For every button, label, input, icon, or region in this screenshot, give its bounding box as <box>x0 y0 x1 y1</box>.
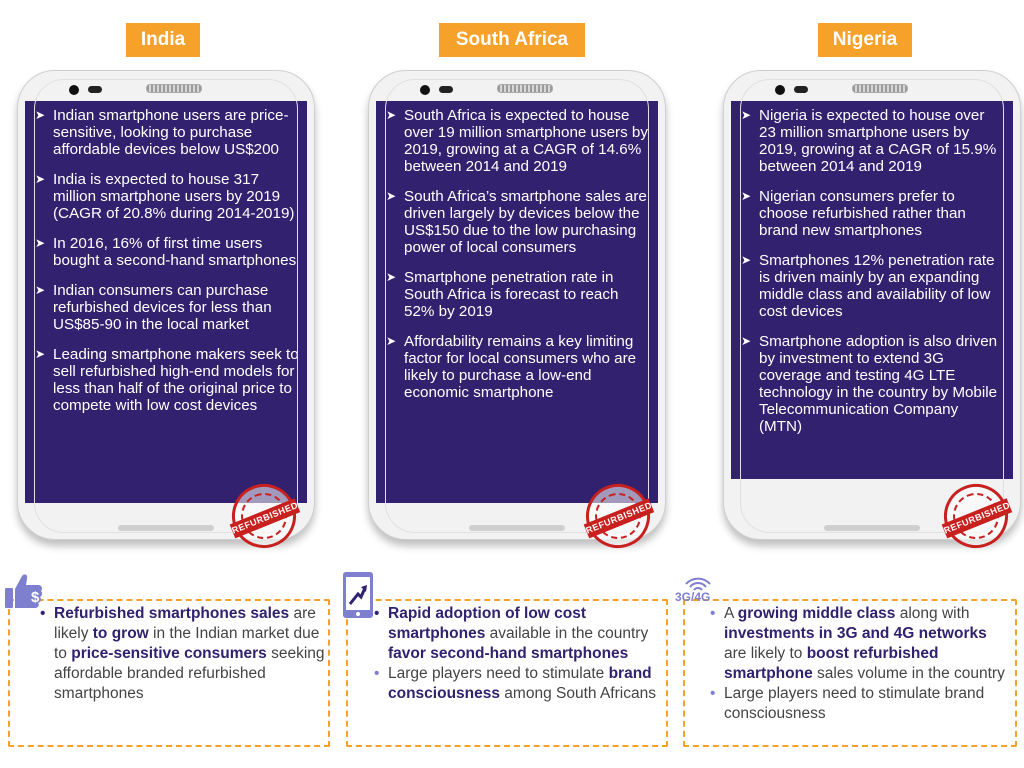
point: ➤ Nigerian consumers prefer to choose refurbished rather than brand new smartphones <box>741 188 966 239</box>
arrow-bullet-icon: ➤ <box>386 334 397 348</box>
point: ➤ Leading smartphone makers seek to sell refurbished high-end models for less than half of the original price to compete with low cost devices <box>35 346 299 414</box>
point: ➤ South Africa is expected to house over 19 million smartphone users by 2019, growing at a CAGR of 14.6% between 2014 and 2019 <box>386 107 648 175</box>
point: ➤ Indian smartphone users are price-sensitive, looking to purchase affordable devices below US$200 <box>35 107 289 158</box>
arrow-bullet-icon: ➤ <box>741 334 752 348</box>
sensor-icon <box>88 86 102 93</box>
summary-point: • Large players need to stimulate brand consciousness <box>710 685 985 722</box>
screen-india <box>25 101 307 503</box>
speaker-grille <box>852 84 908 93</box>
bullet-dot-icon: • <box>374 665 380 682</box>
signal-label: 3G/4G <box>675 590 711 603</box>
arrow-bullet-icon: ➤ <box>35 236 46 250</box>
bullet-dot-icon: • <box>374 605 380 622</box>
point: ➤ India is expected to house 317 million smartphone users by 2019 (CAGR of 20.8% during 2014-2019) <box>35 171 295 222</box>
bullet-dot-icon: • <box>40 605 46 622</box>
home-bar <box>118 525 214 531</box>
screen-south-africa <box>376 101 658 503</box>
country-tag-india: India <box>126 23 200 57</box>
arrow-bullet-icon: ➤ <box>35 108 46 122</box>
point: ➤ Smartphone penetration rate in South Africa is forecast to reach 52% by 2019 <box>386 269 619 320</box>
sensor-icon <box>439 86 453 93</box>
summary-text-nigeria <box>708 604 1010 724</box>
arrow-bullet-icon: ➤ <box>386 108 397 122</box>
arrow-bullet-icon: ➤ <box>35 172 46 186</box>
home-bar <box>469 525 565 531</box>
point: ➤ Nigeria is expected to house over 23 million smartphone users by 2019, growing at a CAGR of 15.9% between 2014 and 2019 <box>741 107 997 175</box>
camera-icon <box>420 85 430 95</box>
country-tag-nigeria: Nigeria <box>818 23 912 57</box>
camera-icon <box>69 85 79 95</box>
bullet-dot-icon: • <box>710 605 716 622</box>
screen-nigeria <box>731 101 1013 479</box>
summary-point: • Rapid adoption of low cost smartphones available in the country favor second-hand smartphones <box>374 605 649 662</box>
point: ➤ Smartphones 12% penetration rate is driven mainly by an expanding middle class and availability of low cost devices <box>741 252 995 320</box>
speaker-grille <box>146 84 202 93</box>
phone-growth-arrow-icon <box>340 570 376 625</box>
arrow-bullet-icon: ➤ <box>741 108 752 122</box>
point: ➤ South Africa’s smartphone sales are driven largely by devices below the US$150 due to the low purchasing power of local consumers <box>386 188 647 256</box>
summary-point: • Refurbished smartphones sales are likely to grow in the Indian market due to price-sensitive consumers seeking affordable branded refurbished smartphones <box>40 605 325 702</box>
refurbished-stamp-icon: REFURBISHED <box>934 474 1017 557</box>
refurbished-stamp-icon: REFURBISHED <box>222 474 305 557</box>
svg-text:$: $ <box>31 589 40 606</box>
refurbished-stamp-icon: REFURBISHED <box>576 474 659 557</box>
point: ➤ In 2016, 16% of first time users bought a second-hand smartphones <box>35 235 297 269</box>
sensor-icon <box>794 86 808 93</box>
point: ➤ Smartphone adoption is also driven by investment to extend 3G coverage and testing 4G LTE technology in the country by Mobile Telecommunication Company (MTN) <box>741 333 998 435</box>
point: ➤ Affordability remains a key limiting factor for local consumers who are likely to purchase a low-end economic smartphone <box>386 333 637 401</box>
home-bar <box>824 525 920 531</box>
summary-text-south-africa <box>372 604 664 704</box>
arrow-bullet-icon: ➤ <box>386 270 397 284</box>
summary-point: • A growing middle class along with investments in 3G and 4G networks are likely to boost refurbished smartphone sales volume in the country <box>710 605 1005 682</box>
summary-point: • Large players need to stimulate brand consciousness among South Africans <box>374 665 656 702</box>
arrow-bullet-icon: ➤ <box>35 283 46 297</box>
country-tag-south-africa: South Africa <box>439 23 585 57</box>
arrow-bullet-icon: ➤ <box>386 189 397 203</box>
arrow-bullet-icon: ➤ <box>35 347 46 361</box>
phone-south-africa <box>368 70 666 540</box>
speaker-grille <box>497 84 553 93</box>
bullet-dot-icon: • <box>710 685 716 702</box>
arrow-bullet-icon: ➤ <box>741 189 752 203</box>
point: ➤ Indian consumers can purchase refurbished devices for less than US$85-90 in the local market <box>35 282 272 333</box>
camera-icon <box>775 85 785 95</box>
phone-india <box>17 70 315 540</box>
arrow-bullet-icon: ➤ <box>741 253 752 267</box>
summary-text-india <box>38 604 330 704</box>
phone-nigeria <box>723 70 1021 540</box>
